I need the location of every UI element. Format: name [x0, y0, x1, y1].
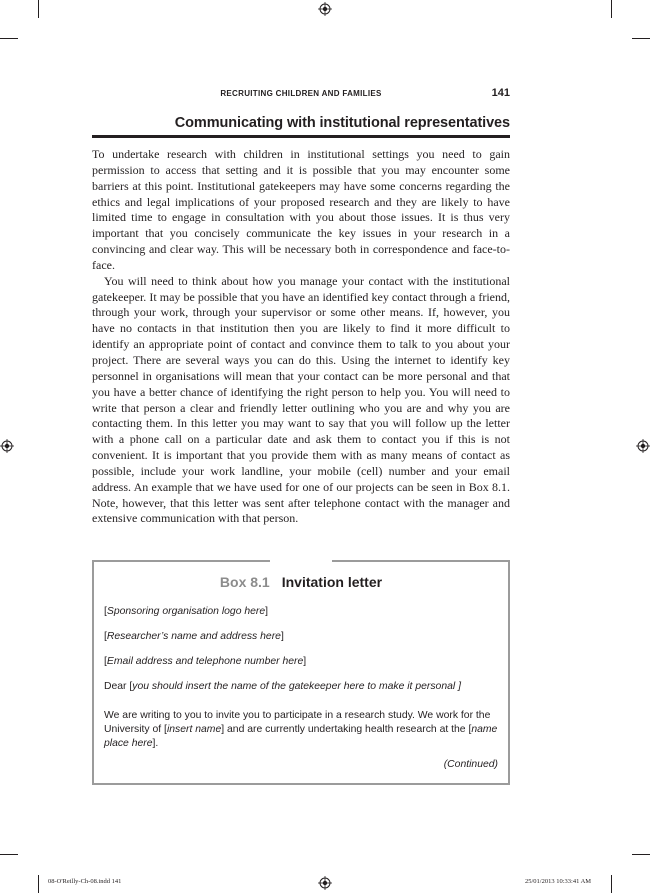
insert-name-placeholder: insert name	[166, 724, 222, 735]
address-placeholder-line: [Researcher’s name and address here]	[104, 631, 284, 642]
crop-mark	[632, 854, 650, 855]
letter-body	[104, 709, 498, 751]
crop-mark	[38, 875, 39, 893]
logo-placeholder-line: [Sponsoring organisation logo here]	[104, 606, 269, 617]
letter-body-text: We are writing to you to invite you to participate in a research study. We work for the University of [	[104, 710, 491, 735]
heading-rule	[92, 135, 510, 138]
letter-body-text: ] and are currently undertaking health research at the [	[221, 724, 472, 735]
continued-label: (Continued)	[443, 759, 498, 770]
footer-timestamp: 25/01/2013 10:33:41 AM	[525, 878, 592, 885]
crop-mark	[38, 0, 39, 18]
footer-file-name: 08-O'Reilly-Ch-08.indd 141	[48, 878, 122, 885]
running-head	[92, 86, 510, 102]
crop-mark	[0, 854, 18, 855]
registration-mark-icon	[318, 2, 332, 16]
invitation-letter-box	[92, 560, 510, 785]
registration-mark-icon	[318, 876, 332, 890]
box-label: Box 8.1	[219, 574, 270, 590]
salutation-line	[104, 680, 498, 694]
paragraph: You will need to think about how you manage your contact with the institutional gatekeeper. It may be possible that you have an identified key contact through a friend, through your work, through your supervisor or some other means. If, however, you have no contacts in that institution then you are likely to find it more difficult to identify an appropriate point of contact and convince them to talk to you about your project. There are several ways you can do this. Using the internet to identify key personnel in organisations will mean that your contact can be more personal and that you have a better chance of identifying the right person to help you. You will need to write that person a clear and friendly letter outlining who you are and why you are contacting them. In this letter you may want to say that you will follow up the letter with a phone call on a particular date and ask them to contact you if this is not convenient. It is important that you provide them with as many means of contact as possible, include your work landline, your mobile (cell) number and your email address. An example that we have used for one of our projects can be seen in Box 8.1. Note, however, that this letter was sent after telephone contact with the manager and extensive communication with that person.	[92, 273, 510, 526]
paragraph: To undertake research with children in institutional settings you need to gain permission to access that setting and it is possible that you may encounter some barriers at this point. Institutional gatekeepers may have some concerns regarding the ethics and legal implications of your proposed research and they are likely to have limited time to engage in consultation with you about those issues. It is thus very important that you concisely communicate the key issues in your research in a convincing and clear way. This will be necessary both in correspondence and face-to-face.	[92, 147, 510, 272]
body-text	[92, 147, 510, 527]
letter-body-text: ].	[152, 738, 159, 749]
contact-placeholder-line: [Email address and telephone number here]	[104, 656, 307, 667]
crop-mark	[0, 38, 18, 39]
box-border-gap	[270, 556, 332, 564]
crop-mark	[611, 875, 612, 893]
place-placeholder: name place here	[104, 724, 498, 749]
running-head-title: RECRUITING CHILDREN AND FAMILIES	[220, 89, 382, 98]
page-number: 141	[491, 87, 510, 99]
box-title: Invitation letter	[281, 574, 383, 590]
salutation-placeholder: you should insert the name of the gatekeeper here to make it personal ]	[132, 681, 461, 692]
crop-mark	[632, 38, 650, 39]
address-placeholder: Researcher’s name and address here	[106, 631, 281, 642]
box-heading	[94, 574, 508, 590]
registration-mark-icon	[0, 439, 14, 453]
section-heading: Communicating with institutional representatives	[174, 115, 510, 131]
crop-mark	[611, 0, 612, 18]
registration-mark-icon	[636, 439, 650, 453]
salutation-prefix: Dear [	[104, 681, 133, 692]
logo-placeholder: Sponsoring organisation logo here	[106, 606, 266, 617]
contact-placeholder: Email address and telephone number here	[106, 656, 304, 667]
